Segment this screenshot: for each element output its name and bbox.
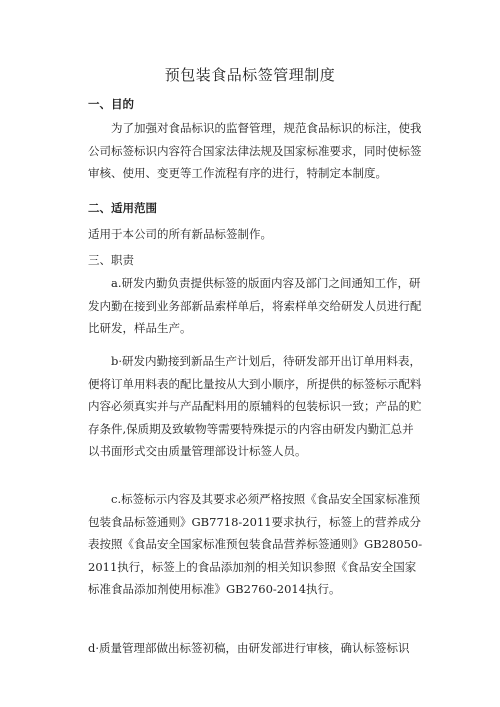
section-heading-scope: 二、适用范围 xyxy=(88,201,157,215)
duty-paragraph-b: b·研发内勤接到新品生产计划后，待研发部开出订单用料表，便将订单用料表的配比量按从大到小顺序，所提供的标签标示配料内容必须真实并与产品配料用的原辅料的包装标识一致；产品的贮存条件,保质期及致敏物等需要特殊提示的内容由研发内勤汇总并以书面形式交由质量管理部设计标签人员。 xyxy=(88,354,422,458)
duty-paragraph-a: a.研发内勤负责提供标签的版面内容及部门之间通知工作，研发内勤在接到业务部新品索样单后，将索样单交给研发人员进行配比研发，样品生产。 xyxy=(88,276,422,335)
scope-paragraph: 适用于本公司的所有新品标签制作。 xyxy=(88,227,272,241)
purpose-paragraph: 为了加强对食品标识的监督管理，规范食品标识的标注，使我公司标签标识内容符合国家法律法规及国家标准要求，同时使标签审核、使用、变更等工作流程有序的进行，特制定本制度。 xyxy=(88,121,422,180)
section-heading-duties: 三、职责 xyxy=(88,253,134,267)
duty-paragraph-d: d·质量管理部做出标签初稿，由研发部进行审核，确认标签标识 xyxy=(88,641,410,655)
duty-paragraph-c: c.标签标示内容及其要求必须严格按照《食品安全国家标准预包装食品标签通则》GB7718-2011要求执行，标签上的营养成分表按照《食品安全国家标准预包装食品营养标签通则》GB28050-2011执行，标签上的食品添加剂的相关知识参照《食品安全国家标准食品添加剂使用标准》GB2760-2014执行。 xyxy=(88,492,423,596)
section-heading-purpose: 一、目的 xyxy=(88,97,134,111)
document-title: 预包装食品标签管理制度 xyxy=(164,66,336,84)
